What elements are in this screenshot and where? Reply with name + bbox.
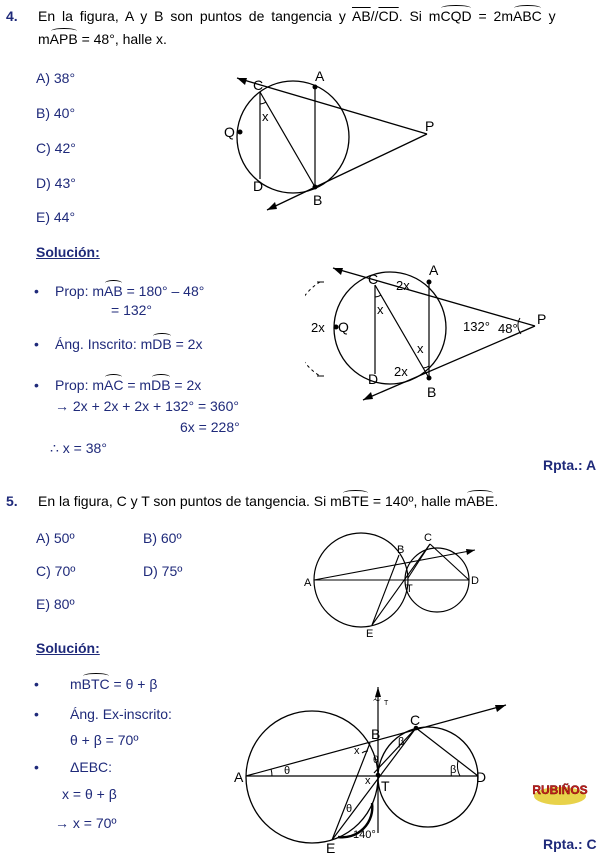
fig4-label-a: A [234, 769, 244, 785]
problem-4-statement-line1 [38, 8, 556, 24]
fig3-label-c: C [424, 532, 432, 544]
problem-4-statement-line2 [38, 31, 167, 47]
p4-step-3d: ∴ x = 38° [50, 440, 107, 456]
p4-solution-title: Solución: [36, 244, 100, 260]
fig4-label-x1: x [354, 745, 360, 757]
p5-step-3c: → x = 70º [55, 815, 117, 831]
p5-bullet-2: • [34, 706, 39, 722]
p4-option-c: C) 42° [36, 140, 76, 156]
p5-step-3b: x = θ + β [62, 786, 117, 802]
fig1-label-c: C [253, 77, 264, 93]
p4-step-3b: → 2x + 2x + 2x + 132° = 360° [55, 398, 239, 414]
problem-5-statement: En la figura, C y T son puntos de tangencia. Si mBTE = 140º, halle mABE. [38, 493, 499, 509]
fig2-label-arc-db: 2x [394, 364, 408, 379]
logo-text: RUBIÑOS [532, 783, 588, 797]
p4-option-d: D) 43° [36, 175, 76, 191]
p4-text-c: = 2m [471, 8, 513, 24]
fig2-label-q: Q [338, 319, 349, 335]
fig4-label-b: B [371, 726, 381, 742]
p4-step-3c: 6x = 228° [180, 419, 240, 435]
fig1-label-a: A [315, 68, 325, 84]
fig1-label-x: x [262, 109, 269, 124]
fig3-label-d: D [471, 575, 479, 587]
p4-text-b: . Si m [398, 8, 441, 24]
fig2-label-x2: x [417, 341, 424, 356]
fig3-label-e: E [366, 628, 374, 640]
p4-figure-1 [215, 58, 455, 218]
fig2-label-arc-ab: 132° [463, 319, 490, 334]
fig4-label-x2: x [365, 775, 371, 787]
p4-text-e: m [38, 31, 50, 47]
fig4-label-arc: 140° [353, 829, 376, 841]
p4-answer: Rpta.: A [543, 457, 597, 473]
p5-step-1: mBTC = θ + β [70, 676, 158, 692]
p5-option-c: C) 70º [36, 563, 76, 579]
problem-5-number: 5. [6, 493, 18, 509]
p5-option-b: B) 60º [143, 530, 182, 546]
fig4-label-lt-sub: T [384, 700, 389, 707]
p4-text-d: y [541, 8, 556, 24]
fig4-label-t: T [381, 778, 390, 794]
p4-option-a: A) 38° [36, 70, 76, 86]
fig4-label-theta1: θ [284, 765, 291, 777]
p4-step-1b: = 132° [111, 302, 153, 318]
fig2-label-d: D [368, 371, 379, 387]
fig4-label-theta2: θ [373, 755, 379, 766]
p5-option-e: E) 80º [36, 596, 75, 612]
fig2-label-b: B [427, 384, 437, 400]
p4-bullet-1: • [34, 283, 39, 299]
p5-solution-title: Solución: [36, 640, 100, 656]
fig4-label-lt: ℒ [373, 693, 381, 704]
fig2-label-x1: x [377, 302, 384, 317]
rubinos-logo [530, 768, 590, 808]
p4-arc-apb: APB [49, 31, 78, 47]
fig4-label-e: E [326, 840, 336, 854]
fig1-label-b: B [313, 192, 323, 208]
p4-text-a: En la figura, A y B son puntos de tangencia y [38, 8, 346, 24]
fig3-label-t: T [406, 583, 413, 595]
p4-segment-cd: $\overline{CD}$ [378, 8, 399, 24]
fig3-label-a: A [304, 577, 312, 589]
fig1-label-d: D [253, 178, 264, 194]
p4-segment-ab: $\overline{AB}$ [351, 8, 371, 24]
p5-option-d: D) 75º [143, 563, 183, 579]
fig2-label-arc-ac: 2x [396, 278, 410, 293]
p4-option-e: E) 44° [36, 209, 76, 225]
fig1-label-q: Q [224, 124, 235, 140]
fig4-label-theta3: θ [346, 803, 353, 815]
p4-step-1: Prop: mAB = 180° – 48° [55, 283, 205, 299]
p5-answer: Rpta.: C [543, 836, 597, 852]
p4-text-f: = 48°, halle x. [77, 31, 167, 47]
fig4-label-d: D [476, 769, 487, 785]
fig2-label-arc-cqd: 2x [311, 320, 325, 335]
p4-parallel: // [370, 8, 379, 24]
p5-bullet-3: • [34, 759, 39, 775]
p5-step-3: ΔEBC: [70, 759, 113, 775]
p4-option-b: B) 40° [36, 105, 76, 121]
p4-arc-cqd: CQD [440, 8, 472, 24]
p4-step-3: Prop: mAC = mDB = 2x [55, 377, 202, 393]
p5-step-2b: θ + β = 70º [70, 732, 139, 748]
p5-figure-2 [232, 683, 512, 854]
p4-arc-abc: ABC [513, 8, 542, 24]
fig2-label-c: C [368, 271, 379, 287]
fig2-label-angle-p: 48° [498, 321, 518, 336]
fig3-label-b: B [397, 544, 405, 556]
p5-step-2: Áng. Ex-inscrito: [70, 706, 172, 722]
p4-figure-2 [305, 260, 565, 405]
fig2-label-p: P [537, 311, 547, 327]
p5-figure-1 [300, 530, 490, 645]
p5-bullet-1: • [34, 676, 39, 692]
fig4-label-beta1: β [398, 736, 405, 748]
fig4-label-beta2: β [450, 764, 457, 776]
fig1-label-p: P [425, 118, 435, 134]
p4-step-2: Áng. Inscrito: mDB = 2x [55, 336, 203, 352]
p4-bullet-2: • [34, 336, 39, 352]
problem-4-number: 4. [6, 8, 18, 24]
fig4-label-c: C [410, 712, 421, 728]
p4-bullet-3: • [34, 377, 39, 393]
p5-option-a: A) 50º [36, 530, 75, 546]
fig2-label-a: A [429, 262, 439, 278]
